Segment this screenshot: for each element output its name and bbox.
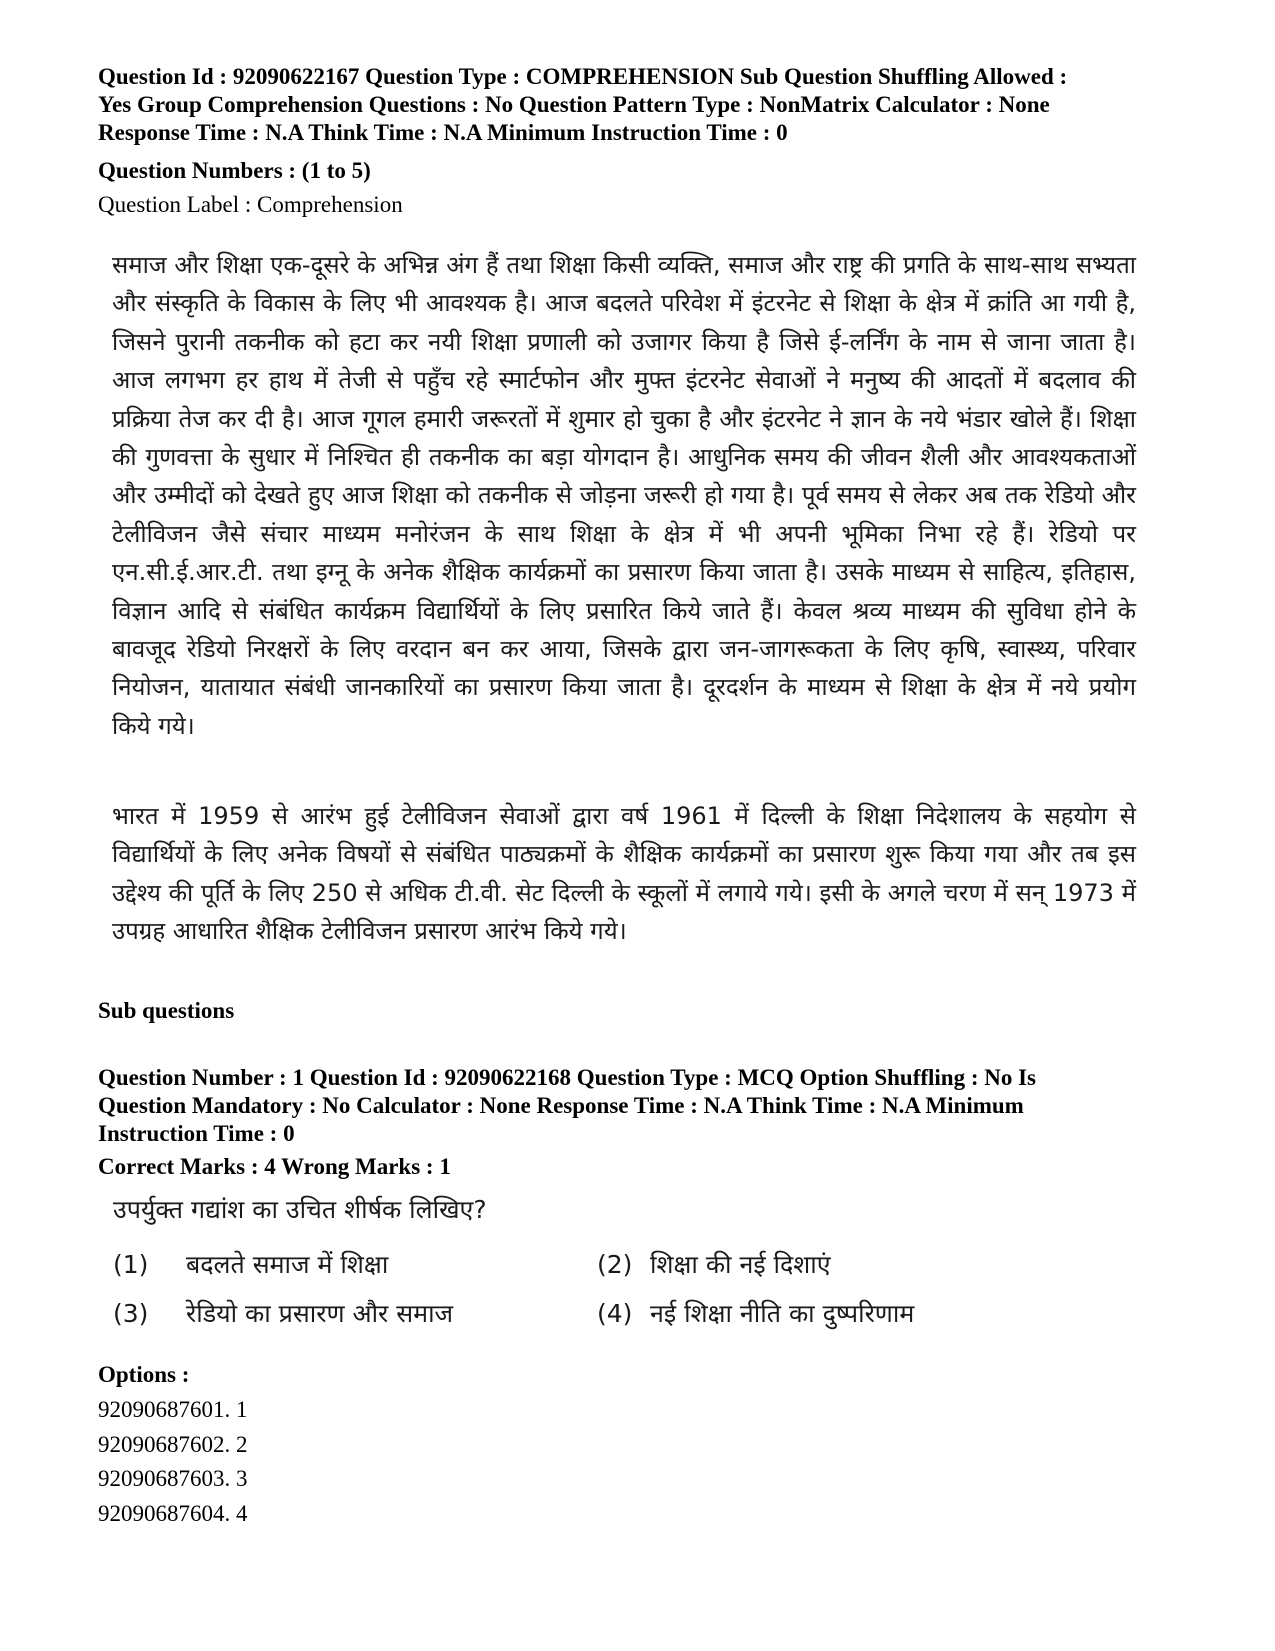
question-numbers: Question Numbers : (1 to 5) xyxy=(98,158,371,183)
choice-number: (1) xyxy=(113,1250,149,1279)
options-heading: Options : xyxy=(98,1362,190,1387)
option-item: 92090687601. 1 xyxy=(98,1397,248,1422)
passage-paragraph-1: समाज और शिक्षा एक-दूसरे के अभिन्न अंग हैं तथा शिक्षा किसी व्यक्ति, समाज और राष्ट्र की प्रगति के साथ-साथ सभ्यता और संस्कृति के विकास के लिए भी आवश्यक है। आज बदलते परिवेश में इंटरनेट से शिक्षा के क्षेत्र में क्रांति आ गयी है, जिसने पुरानी तकनीक को हटा कर नयी शिक्षा प्रणाली को उजागर किया है जिसे ई-लर्निंग के नाम से जाना जाता है। आज लगभग हर हाथ में तेजी से पहुँच रहे स्मार्टफोन और मुफ्त इंटरनेट सेवाओं ने मनुष्य की आदतों में बदलाव की प्रक्रिया तेज कर दी है। आज गूगल हमारी जरूरतों में शुमार हो चुका है और इंटरनेट ने ज्ञान के नये भंडार खोले हैं। शिक्षा की गुणवत्ता के सुधार में निश्चित ही तकनीक का बड़ा योगदान है। आधुनिक समय की जीवन शैली और आवश्यकताओं और उम्मीदों को देखते हुए आज शिक्षा को तकनीक से जोड़ना जरूरी हो गया है। पूर्व समय से लेकर अब तक रेडियो और टेलीविजन जैसे संचार माध्यम मनोरंजन के साथ शिक्षा के क्षेत्र में भी अपनी भूमिका निभा रहे हैं। रेडियो पर एन.सी.ई.आर.टी. तथा इग्नू के अनेक शैक्षिक कार्यक्रमों का प्रसारण किया जाता है। उसके माध्यम से साहित्य, इतिहास, विज्ञान आदि से संबंधित कार्यक्रम विद्यार्थियों के लिए प्रसारित किये जाते हैं। केवल श्रव्य माध्यम की सुविधा होने के बावजूद रेडियो निरक्षरों के लिए वरदान बन कर आया, जिसके द्वारा जन-जागरूकता के लिए कृषि, स्वास्थ्य, परिवार नियोजन, यातायात संबंधी जानकारियों का प्रसारण किया जाता है। दूरदर्शन के माध्यम से शिक्षा के क्षेत्र में नये प्रयोग किये गये। xyxy=(112,251,1136,740)
question-label: Question Label : Comprehension xyxy=(98,192,403,217)
question-1-metadata xyxy=(98,1064,1188,1148)
question-1-stem: उपर्युक्त गद्यांश का उचित शीर्षक लिखिए? xyxy=(113,1195,487,1224)
question-1-metadata-line: Question Number : 1 Question Id : 92090622168 Question Type : MCQ Option Shuffling : No Is xyxy=(98,1065,1037,1090)
choice-text: रेडियो का प्रसारण और समाज xyxy=(186,1299,454,1328)
question-1-marks: Correct Marks : 4 Wrong Marks : 1 xyxy=(98,1154,451,1179)
choice-text: बदलते समाज में शिक्षा xyxy=(186,1250,389,1279)
question-1-metadata-line: Instruction Time : 0 xyxy=(98,1121,295,1146)
question-1-metadata-line: Question Mandatory : No Calculator : None Response Time : N.A Think Time : N.A Minimum xyxy=(98,1093,1024,1118)
sub-questions-heading: Sub questions xyxy=(98,998,235,1023)
choice-text: नई शिक्षा नीति का दुष्परिणाम xyxy=(650,1299,915,1328)
choice-number: (3) xyxy=(113,1299,149,1328)
comprehension-metadata-line: Yes Group Comprehension Questions : No Question Pattern Type : NonMatrix Calculator : None xyxy=(98,92,1050,117)
passage-paragraph-2: भारत में 1959 से आरंभ हुई टेलीविजन सेवाओं द्वारा वर्ष 1961 में दिल्ली के शिक्षा निदेशालय के सहयोग से विद्यार्थियों के लिए अनेक विषयों से संबंधित पाठ्यक्रमों के शैक्षिक कार्यक्रमों का प्रसारण शुरू किया गया और तब इस उद्देश्य की पूर्ति के लिए 250 से अधिक टी.वी. सेट दिल्ली के स्कूलों में लगाये गये। इसी के अगले चरण में सन् 1973 में उपग्रह आधारित शैक्षिक टेलीविजन प्रसारण आरंभ किये गये। xyxy=(112,802,1136,946)
option-item: 92090687602. 2 xyxy=(98,1431,248,1457)
comprehension-metadata-line: Response Time : N.A Think Time : N.A Minimum Instruction Time : 0 xyxy=(98,120,788,145)
choice-number: (2) xyxy=(597,1250,633,1279)
comprehension-metadata xyxy=(98,63,1188,147)
options-list xyxy=(98,1396,248,1534)
comprehension-metadata-line: Question Id : 92090622167 Question Type : COMPREHENSION Sub Question Shuffling Allowed : xyxy=(98,64,1068,89)
choice-number: (4) xyxy=(597,1299,633,1328)
choice-text: शिक्षा की नई दिशाएं xyxy=(650,1250,831,1279)
option-item: 92090687603. 3 xyxy=(98,1466,248,1491)
option-item: 92090687604. 4 xyxy=(98,1500,248,1526)
